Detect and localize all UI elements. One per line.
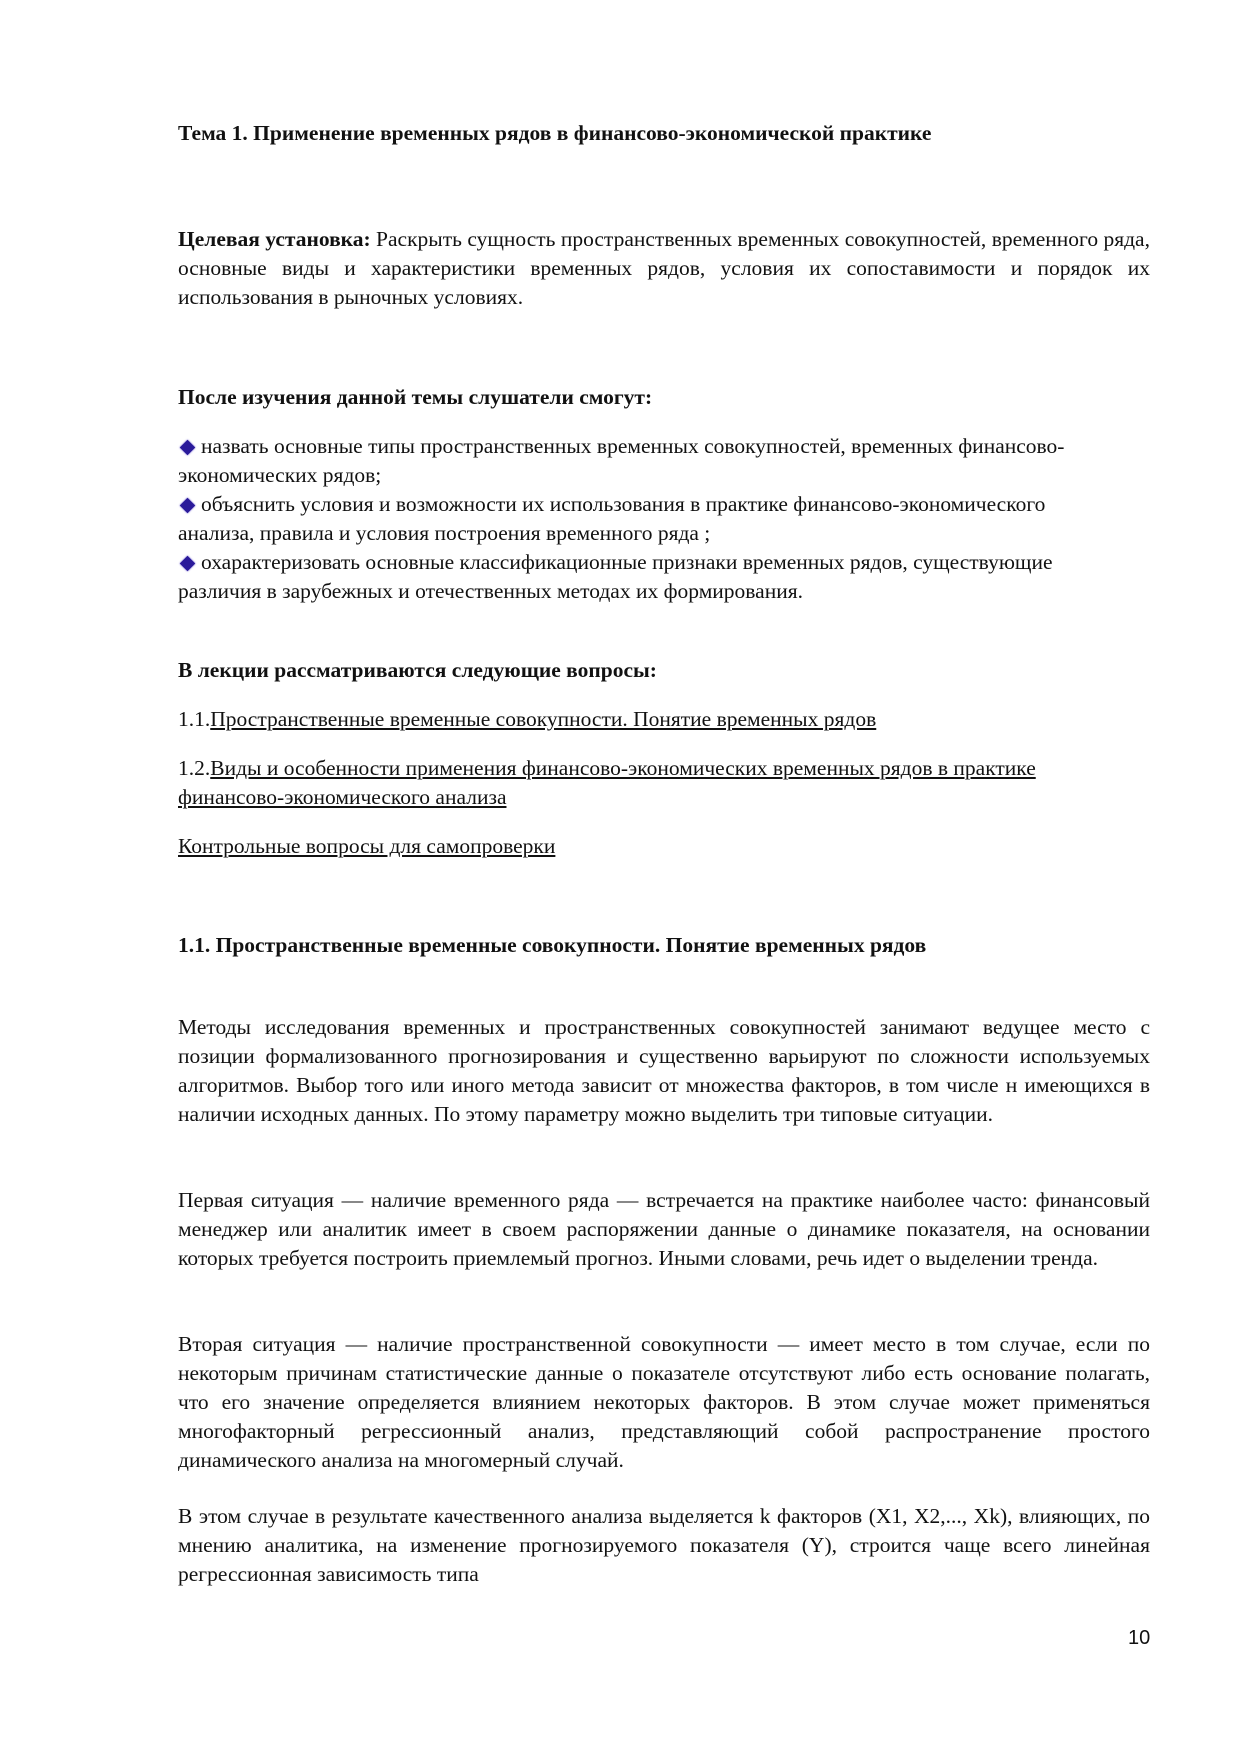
section-heading xyxy=(178,931,1150,960)
goal-text: Раскрыть сущность пространственных временных совокупностей, временного ряда, основные виды и характеристики временных рядов, условия их сопоставимости и порядок их использования в рыночных условиях. xyxy=(178,227,1150,309)
paragraph: Методы исследования временных и пространственных совокупностей занимают ведущее место с позиции формализованного прогнозирования и существенно варьируют по сложности используемых алгоритмов. Выбор того или иного метода зависит от множества факторов, в том числе н имеющихся в наличии исходных данных. По этому параметру можно выделить три типовые ситуации. xyxy=(178,1015,1150,1126)
toc-link-1-2[interactable]: Виды и особенности применения финансово-экономических временных рядов в практике финансово-экономического анализа xyxy=(178,756,1036,809)
outcomes-heading-text: После изучения данной темы слушатели смогут: xyxy=(178,385,653,409)
toc-num: 1.2. xyxy=(178,756,211,780)
list-item xyxy=(178,490,1118,548)
section-heading-text: 1.1. Пространственные временные совокупности. Понятие временных рядов xyxy=(178,933,927,957)
diamond-bullet-icon xyxy=(180,497,196,513)
toc-link-1-1[interactable]: Пространственные временные совокупности. Понятие временных рядов xyxy=(210,707,877,731)
list-item xyxy=(178,432,1118,490)
list-item-text: охарактеризовать основные классификационные признаки временных рядов, существующие различия в зарубежных и отечественных методах их формирования. xyxy=(178,550,1053,603)
toc-link-control-questions[interactable]: Контрольные вопросы для самопроверки xyxy=(178,834,556,858)
outcomes-heading xyxy=(178,383,1150,412)
diamond-bullet-icon xyxy=(180,439,196,455)
page-number: 10 xyxy=(1128,1627,1151,1649)
toc-item[interactable] xyxy=(178,705,1150,734)
list-item-text: объяснить условия и возможности их использования в практике финансово-экономического анализа, правила и условия построения временного ряда ; xyxy=(178,492,1046,545)
paragraph: Первая ситуация — наличие временного ряда — встречается на практике наиболее часто: финансовый менеджер или аналитик имеет в своем распоряжении данные о динамике показателя, на основании которых требуется построить приемлемый прогноз. Иными словами, речь идет о выделении тренда. xyxy=(178,1188,1150,1270)
outcomes-list xyxy=(178,432,1118,606)
questions-heading xyxy=(178,656,1150,685)
toc-item[interactable] xyxy=(178,754,1078,812)
list-item-text: назвать основные типы пространственных временных совокупностей, временных финансово-экономических рядов; xyxy=(178,434,1065,487)
goal-label: Целевая установка: xyxy=(178,227,371,251)
page-title xyxy=(178,119,1150,148)
list-item xyxy=(178,548,1118,606)
paragraph: Вторая ситуация — наличие пространственной совокупности — имеет место в том случае, если по некоторым причинам статистические данные о показателе отсутствуют либо есть основание полагать, что его значение определяется влиянием некоторых факторов. В этом случае может применяться многофакторный регрессионный анализ, представляющий собой распространение простого динамического анализа на многомерный случай. xyxy=(178,1332,1150,1472)
toc-item[interactable] xyxy=(178,832,1150,861)
toc-num: 1.1. xyxy=(178,707,211,731)
diamond-bullet-icon xyxy=(180,555,196,571)
paragraph: В этом случае в результате качественного анализа выделяется k факторов (X1, X2,..., Xk), влияющих, по мнению аналитика, на изменение прогнозируемого показателя (Y), строится чаще всего линейная регрессионная зависимость типа xyxy=(178,1504,1150,1586)
questions-heading-text: В лекции рассматриваются следующие вопросы: xyxy=(178,658,657,682)
title-text: Тема 1. Применение временных рядов в финансово-экономической практике xyxy=(178,121,932,145)
goal-paragraph xyxy=(178,225,1150,312)
